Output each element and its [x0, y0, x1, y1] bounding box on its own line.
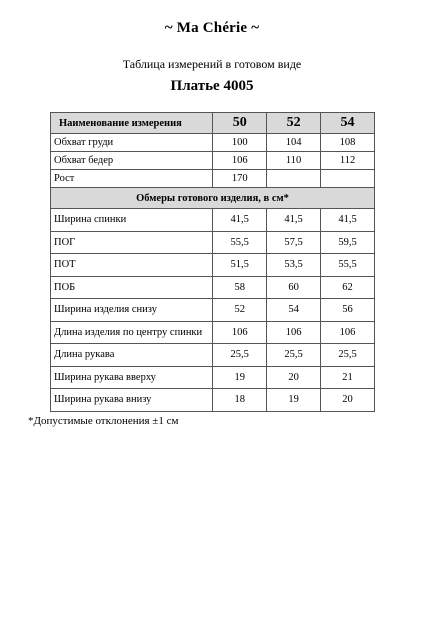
- measurements-table: [50, 112, 375, 412]
- model-title: Платье 4005: [170, 78, 254, 94]
- row-label: ПОБ: [51, 276, 213, 299]
- row-label: ПОГ: [51, 231, 213, 254]
- cell-value: 112: [321, 152, 375, 170]
- row-label: ПОТ: [51, 254, 213, 277]
- cell-value: 52: [213, 299, 267, 322]
- table-row: [51, 134, 375, 152]
- cell-value: 106: [213, 152, 267, 170]
- table-row: [51, 231, 375, 254]
- cell-value: 104: [267, 134, 321, 152]
- brand-title: ~ Ma Chérie ~: [164, 20, 260, 36]
- cell-value: 55,5: [321, 254, 375, 277]
- cell-value: 106: [321, 321, 375, 344]
- row-label: Ширина спинки: [51, 209, 213, 232]
- cell-value: 106: [267, 321, 321, 344]
- cell-value: [321, 170, 375, 188]
- cell-value: 20: [321, 389, 375, 412]
- table-row: [51, 276, 375, 299]
- cell-value: 53,5: [267, 254, 321, 277]
- cell-value: 54: [267, 299, 321, 322]
- table-row: [51, 321, 375, 344]
- cell-value: 110: [267, 152, 321, 170]
- row-label: Обхват груди: [51, 134, 213, 152]
- table-header-row: [51, 113, 375, 134]
- size-header: 54: [321, 113, 375, 134]
- cell-value: 18: [213, 389, 267, 412]
- cell-value: 62: [321, 276, 375, 299]
- cell-value: 57,5: [267, 231, 321, 254]
- table-row: [51, 170, 375, 188]
- document-subtitle: Таблица измерений в готовом виде: [122, 57, 302, 71]
- cell-value: 106: [213, 321, 267, 344]
- cell-value: 170: [213, 170, 267, 188]
- row-label: Ширина рукава внизу: [51, 389, 213, 412]
- table-row: [51, 299, 375, 322]
- tolerance-footnote: *Допустимые отклонения ±1 см: [28, 415, 179, 427]
- cell-value: 25,5: [213, 344, 267, 367]
- cell-value: 41,5: [321, 209, 375, 232]
- table-row: [51, 209, 375, 232]
- row-label: Длина рукава: [51, 344, 213, 367]
- cell-value: 60: [267, 276, 321, 299]
- cell-value: 25,5: [267, 344, 321, 367]
- cell-value: 19: [267, 389, 321, 412]
- row-label: Длина изделия по центру спинки: [51, 321, 213, 344]
- section-title: Обмеры готового изделия, в см*: [51, 188, 375, 209]
- size-header: 52: [267, 113, 321, 134]
- cell-value: 25,5: [321, 344, 375, 367]
- cell-value: 100: [213, 134, 267, 152]
- cell-value: 20: [267, 366, 321, 389]
- table-row: [51, 389, 375, 412]
- cell-value: [267, 170, 321, 188]
- cell-value: 21: [321, 366, 375, 389]
- cell-value: 58: [213, 276, 267, 299]
- row-label: Ширина рукава вверху: [51, 366, 213, 389]
- table-row: [51, 344, 375, 367]
- size-header: 50: [213, 113, 267, 134]
- row-label: Ширина изделия снизу: [51, 299, 213, 322]
- row-label: Обхват бедер: [51, 152, 213, 170]
- table-row: [51, 254, 375, 277]
- cell-value: 108: [321, 134, 375, 152]
- cell-value: 55,5: [213, 231, 267, 254]
- cell-value: 41,5: [267, 209, 321, 232]
- table-row: [51, 366, 375, 389]
- table-row: [51, 152, 375, 170]
- cell-value: 51,5: [213, 254, 267, 277]
- cell-value: 56: [321, 299, 375, 322]
- row-label: Рост: [51, 170, 213, 188]
- header-label: Наименование измерения: [51, 113, 213, 134]
- cell-value: 59,5: [321, 231, 375, 254]
- section-header-row: [51, 188, 375, 209]
- cell-value: 41,5: [213, 209, 267, 232]
- cell-value: 19: [213, 366, 267, 389]
